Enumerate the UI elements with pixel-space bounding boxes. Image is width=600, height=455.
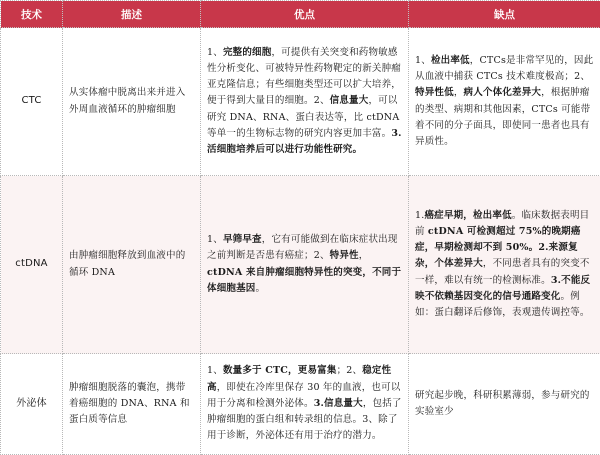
table-row <box>1 28 600 176</box>
text-segment: ，可提供有关突变和药物敏感性分析变化、可被特异性药物靶定的新关肿瘤亚克隆信息；有些细胞类型还可以扩大培养，便于得到大量目的细胞。2、 <box>207 47 401 107</box>
tech-name: 外泌体 <box>1 354 63 455</box>
header-tech: 技术 <box>1 1 63 28</box>
text-segment: ，可以研究 DNA、RNA、蛋白表达等，比 ctDNA 等单一的生物标志物的研究内容更加丰富。 <box>207 95 399 138</box>
text-segment: ，CTCs是非常罕见的，因此从血液中捕获 CTCs 技术难度极高；2、 <box>415 55 593 82</box>
tech-disadvantages <box>409 354 600 455</box>
tech-name: CTC <box>1 28 63 176</box>
bold-text: 特异性低 <box>415 87 454 98</box>
text-segment: 研究起步晚，科研积累薄弱，参与研究的实验室少 <box>415 390 590 417</box>
tech-description: 从实体瘤中脱离出来并进入外周血液循环的肿瘤细胞 <box>63 28 201 176</box>
bold-text: 稳定性高 <box>207 365 391 392</box>
tech-advantages <box>201 28 409 176</box>
text-segment: 。临床数据表明目前 <box>415 210 589 237</box>
bold-text: 数量多于 CTC，更易富集 <box>223 365 337 376</box>
tech-advantages <box>201 354 409 455</box>
bold-text: 3.信息量大 <box>314 398 363 409</box>
text-segment: ，即使在冷库里保存 30 年的血液，也可以用于分离和检测外泌体。 <box>207 382 401 409</box>
bold-text: 信息量大 <box>330 95 369 106</box>
bold-text: 特异性 <box>330 250 359 261</box>
tech-name: ctDNA <box>1 176 63 354</box>
text-segment: ，包括了肿瘤细胞的蛋白组和转录组的信息。3、除了用于诊断，外泌体还有用于治疗的潜力。 <box>207 398 402 441</box>
bold-text: ctDNA 可检测超过 75%的晚期癌症，早期检测却不到 50%。2.来源复杂，个体差异大 <box>415 226 581 269</box>
text-segment: ，不同患者具有的突变不一样，难以有统一的检测标准。 <box>415 258 590 285</box>
tech-disadvantages <box>409 28 600 176</box>
text-segment: ，它有可能做到在临床症状出现之前判断是否患有癌症；2、 <box>207 234 398 261</box>
text-segment: 1、 <box>415 55 431 66</box>
bold-text: 早筛早查 <box>223 234 262 245</box>
text-segment: 。 <box>256 283 266 294</box>
text-segment: 1、 <box>207 234 223 245</box>
table-row <box>1 354 600 455</box>
header-row <box>1 1 600 28</box>
text-segment: 1、 <box>207 47 223 58</box>
bold-text: 癌症早期，检出率低 <box>424 210 511 221</box>
bold-text: 3.不能反映不依赖基因变化的信号通路变化 <box>415 275 590 302</box>
text-segment: ，根据肿瘤的类型、病期和其他因素，CTCs 可能带着不同的分子面具，即使同一患者也具有异质性。 <box>415 87 590 147</box>
text-segment: 1、 <box>207 365 223 376</box>
header-disadvantages: 缺点 <box>409 1 600 28</box>
tech-description: 由肿瘤细胞释放到血液中的循环 DNA <box>63 176 201 354</box>
tech-disadvantages <box>409 176 600 354</box>
text-segment: ；2、 <box>337 365 363 376</box>
header-advantages: 优点 <box>201 1 409 28</box>
header-description: 描述 <box>63 1 201 28</box>
text-segment: ， <box>454 87 464 98</box>
tech-description: 肿瘤细胞脱落的囊泡，携带着癌细胞的 DNA、RNA 和蛋白质等信息 <box>63 354 201 455</box>
text-segment: 。例如：蛋白翻译后修饰，表观遗传调控等。 <box>415 291 590 318</box>
bold-text: 完整的细胞 <box>223 47 272 58</box>
bold-text: ctDNA 来自肿瘤细胞特异性的突变，不同于体细胞基因 <box>207 267 401 294</box>
tech-advantages <box>201 176 409 354</box>
bold-text: 病人个体化差异大 <box>464 87 542 98</box>
bold-text: 检出率低 <box>431 55 470 66</box>
text-segment: ， <box>359 250 369 261</box>
table-row <box>1 176 600 354</box>
text-segment: 1. <box>415 210 424 221</box>
bold-text: 3.活细胞培养后可以进行功能性研究。 <box>207 128 402 155</box>
